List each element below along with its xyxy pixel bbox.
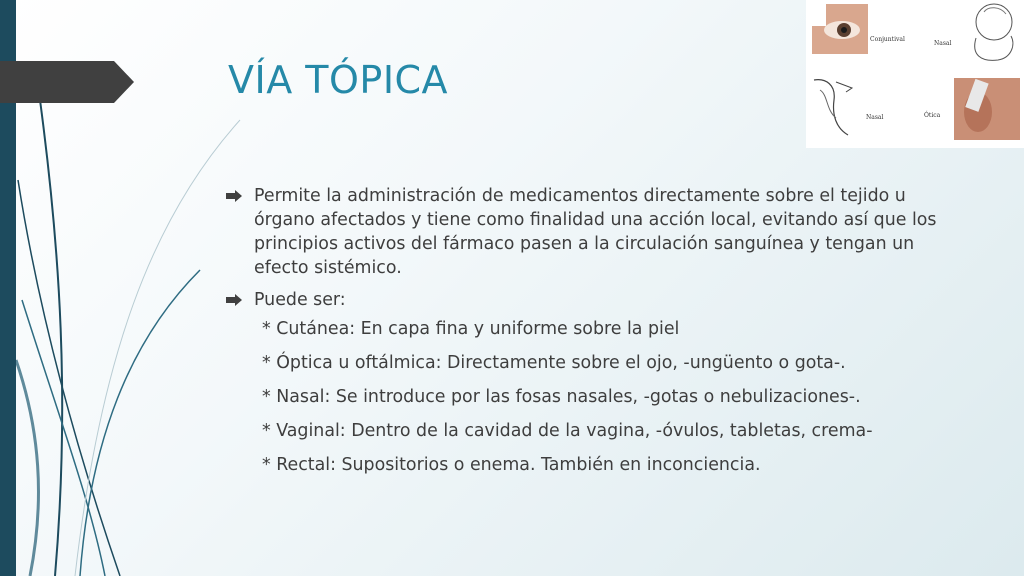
- sub-item-oftalmica: * Óptica u oftálmica: Directamente sobre el ojo, -ungüento o gota-.: [262, 353, 846, 373]
- bullet-text: Permite la administración de medicamentos directamente sobre el tejido u órgano afectados y tiene como finalidad una acción local, evitando así que los principios activos del fármaco pasen a la circulación sanguínea y tengan un efecto sistémico.: [254, 186, 937, 278]
- slide-body: [226, 184, 966, 486]
- slide-title: VÍA TÓPICA: [228, 58, 449, 102]
- illustration-drawings: [806, 0, 1024, 148]
- sub-item-vaginal: * Vaginal: Dentro de la cavidad de la vagina, -óvulos, tabletas, crema-: [262, 421, 873, 441]
- bullet-item: [226, 288, 966, 312]
- title-arrow-shape: [0, 61, 134, 103]
- bullet-item: [226, 184, 966, 280]
- route-illustrations: [806, 0, 1024, 148]
- arrow-right-icon: [226, 184, 246, 208]
- arrow-right-icon: [226, 288, 246, 312]
- caption-nasal-top: Nasal: [934, 40, 952, 47]
- sub-item-rectal: * Rectal: Supositorios o enema. También en inconciencia.: [262, 455, 761, 475]
- caption-otica: Ótica: [924, 112, 941, 119]
- caption-nasal-bottom: Nasal: [866, 114, 884, 121]
- sub-item-cutanea: * Cutánea: En capa fina y uniforme sobre la piel: [262, 319, 680, 339]
- bullet-text: Puede ser:: [254, 290, 346, 310]
- caption-conjuntival: Conjuntival: [870, 36, 905, 43]
- sub-item-nasal: * Nasal: Se introduce por las fosas nasales, -gotas o nebulizaciones-.: [262, 387, 861, 407]
